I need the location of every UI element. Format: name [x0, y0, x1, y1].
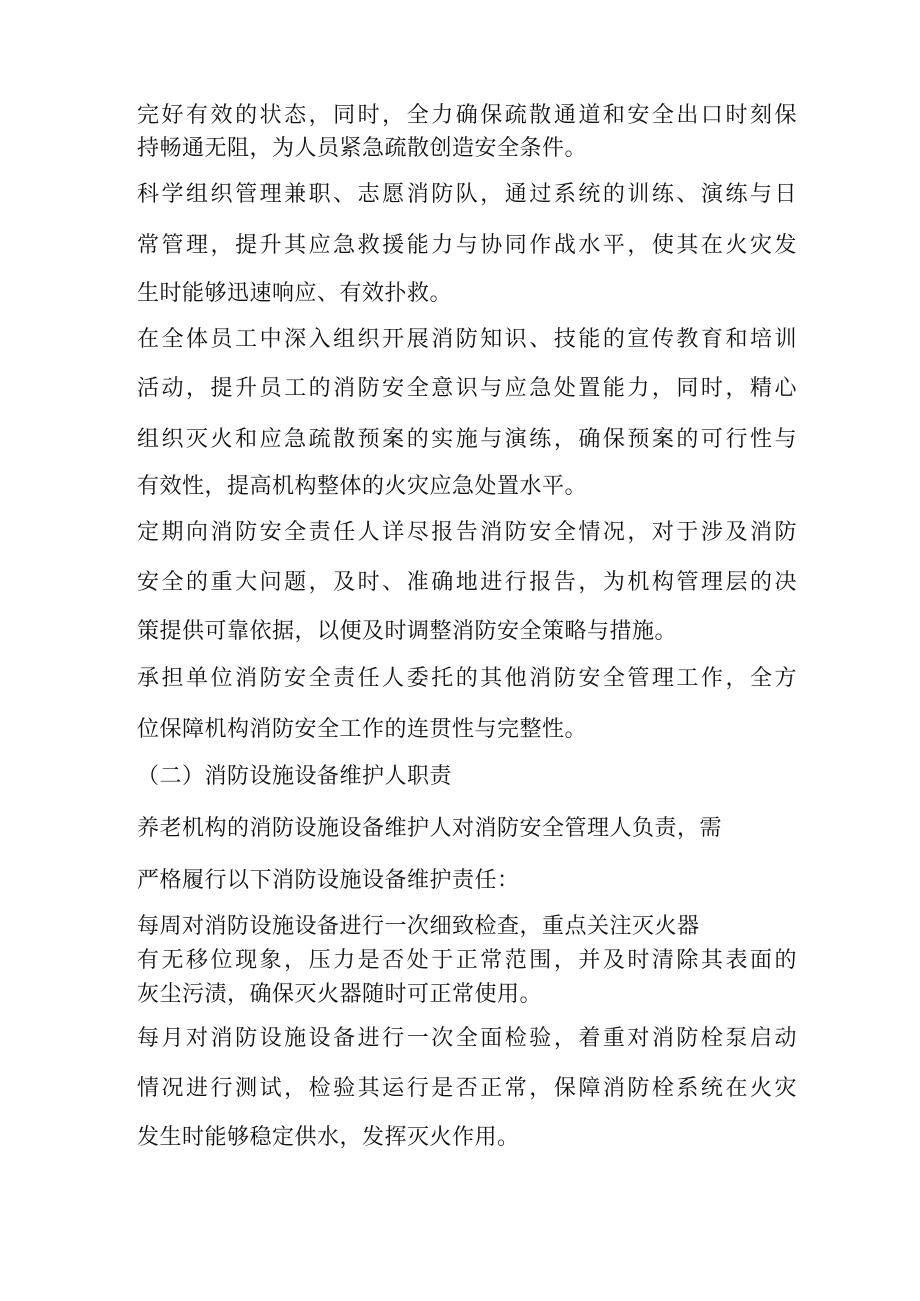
- text-line: 持畅通无阻，为人员紧急疏散创造安全条件。: [137, 136, 588, 161]
- section-heading: （二）消防设施设备维护人职责: [137, 764, 453, 789]
- text-line: 养老机构的消防设施设备维护人对消防安全管理人负责，需: [137, 816, 723, 841]
- text-line: 常管理，提升其应急救援能力与协同作战水平，使其在火灾发: [137, 233, 797, 258]
- text-line: 完好有效的状态，同时，全力确保疏散通道和安全出口时刻保: [137, 103, 797, 128]
- text-line: 每周对消防设施设备进行一次细致检查，重点关注灭火器: [137, 914, 700, 939]
- text-line: 发生时能够稳定供水，发挥灭火作用。: [137, 1125, 520, 1150]
- text-line: 承担单位消防安全责任人委托的其他消防安全管理工作，全方: [137, 666, 797, 691]
- text-line: 定期向消防安全责任人详尽报告消防安全情况，对于涉及消防: [137, 520, 797, 545]
- text-line: 严格履行以下消防设施设备维护责任：: [137, 868, 520, 893]
- text-line: 灰尘污渍，确保灭火器随时可正常使用。: [137, 982, 543, 1007]
- text-line: 组织灭火和应急疏散预案的实施与演练，确保预案的可行性与: [137, 427, 797, 452]
- text-line: 在全体员工中深入组织开展消防知识、技能的宣传教育和培训: [137, 327, 797, 352]
- text-line: 策提供可靠依据，以便及时调整消防安全策略与措施。: [137, 619, 678, 644]
- text-line: 位保障机构消防安全工作的连贯性与完整性。: [137, 717, 588, 742]
- text-line: 生时能够迅速响应、有效扑救。: [137, 281, 453, 306]
- text-line: 安全的重大问题，及时、准确地进行报告，为机构管理层的决: [137, 570, 797, 595]
- text-line: 有效性，提高机构整体的火灾应急处置水平。: [137, 474, 588, 499]
- text-line: 每月对消防设施设备进行一次全面检验，着重对消防栓泵启动: [137, 1026, 797, 1051]
- text-line: 有无移位现象，压力是否处于正常范围，并及时清除其表面的: [137, 948, 797, 973]
- text-line: 活动，提升员工的消防安全意识与应急处置能力，同时，精心: [137, 376, 797, 401]
- text-line: 情况进行测试，检验其运行是否正常，保障消防栓系统在火灾: [137, 1076, 797, 1101]
- text-line: 科学组织管理兼职、志愿消防队，通过系统的训练、演练与日: [137, 182, 797, 207]
